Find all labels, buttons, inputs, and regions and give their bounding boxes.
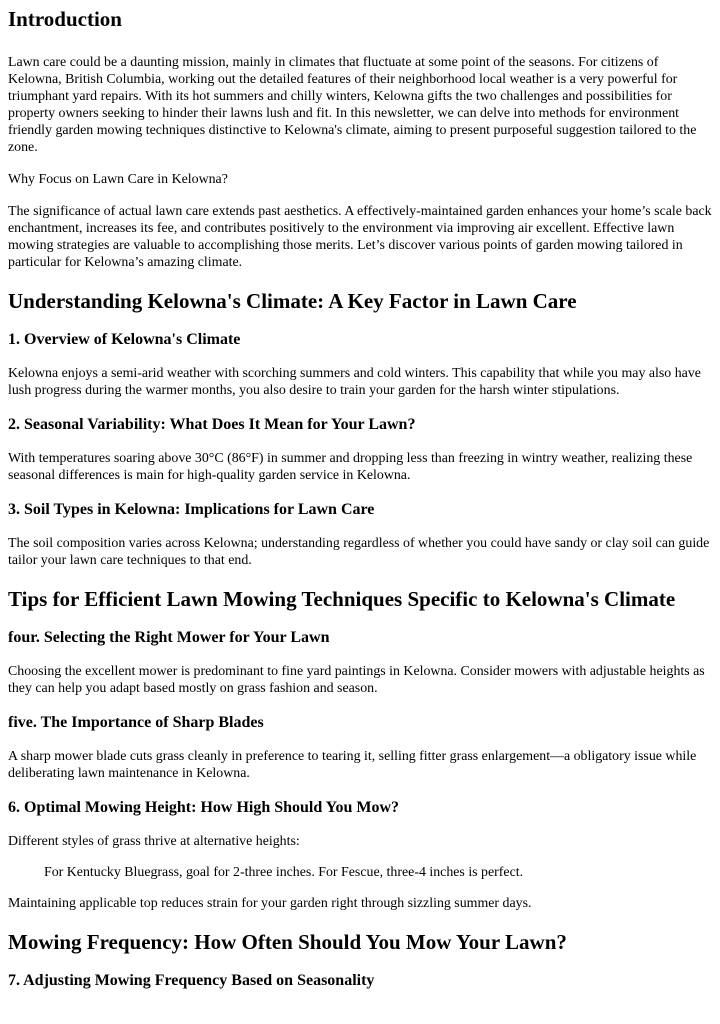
intro-paragraph: Lawn care could be a daunting mission, mainly in climates that fluctuate at some point of the seasons. For citizens of Kelowna, British Columbia, working out the detailed features of their neighborhood local weather is a very powerful for triumphant yard repairs. With its hot summers and chilly winters, Kelowna gifts the two challenges and possibilities for property owners seeking to hinder their lawns lush and fit. In this newsletter, we can delve into methods for environment friendly garden mowing techniques distinctive to Kelowna's climate, aiming to present purposeful suggestion tailored to the zone. (8, 55, 697, 155)
article (0, 7, 712, 991)
height-quote: For Kentucky Bluegrass, goal for 2-three inches. For Fescue, three-4 inches is perfect. (44, 865, 524, 880)
significance-paragraph: The significance of actual lawn care extends past aesthetics. A effectively-maintained garden enhances your home’s scale back enchantment, increases its fee, and contributes positively to the environment via improving air excellent. Effective lawn mowing strategies are valuable to accomplishing those merits. Let’s discover various points of garden mowing tailored in particular for Kelowna’s amazing climate. (8, 204, 712, 270)
heading-understanding-climate: Understanding Kelowna's Climate: A Key Factor in Lawn Care (8, 289, 577, 313)
soil-paragraph: The soil composition varies across Kelowna; understanding regardless of whether you could have sandy or clay soil can guide tailor your lawn care techniques to that end. (8, 536, 710, 568)
height-paragraph: Different styles of grass thrive at alternative heights: (8, 834, 300, 849)
heading-mowing-frequency: Mowing Frequency: How Often Should You Mow Your Lawn? (8, 930, 567, 954)
overview-paragraph: Kelowna enjoys a semi-arid weather with scorching summers and cold winters. This capability that while you may also have lush progress during the warmer months, you also desire to train your garden for the harsh winter stipulations. (8, 366, 701, 398)
heading-adjusting-frequency: 7. Adjusting Mowing Frequency Based on Seasonality (8, 972, 375, 989)
heading-soil-types: 3. Soil Types in Kelowna: Implications for Lawn Care (8, 501, 375, 518)
heading-selecting-mower: four. Selecting the Right Mower for Your Lawn (8, 629, 330, 646)
heading-sharp-blades: five. The Importance of Sharp Blades (8, 714, 264, 731)
why-focus-paragraph: Why Focus on Lawn Care in Kelowna? (8, 172, 228, 187)
blades-paragraph: A sharp mower blade cuts grass cleanly in preference to tearing it, selling fitter grass enlargement—a obligatory issue while deliberating lawn maintenance in Kelowna. (8, 749, 697, 781)
heading-seasonal-variability: 2. Seasonal Variability: What Does It Mean for Your Lawn? (8, 416, 416, 433)
height-after-paragraph: Maintaining applicable top reduces strain for your garden right through sizzling summer days. (8, 896, 532, 911)
mower-paragraph: Choosing the excellent mower is predominant to fine yard paintings in Kelowna. Consider mowers with adjustable heights as they can help you adapt based mostly on grass fashion and season. (8, 664, 705, 696)
heading-tips: Tips for Efficient Lawn Mowing Techniques Specific to Kelowna's Climate (8, 587, 676, 611)
heading-introduction: Introduction (8, 7, 122, 31)
heading-overview: 1. Overview of Kelowna's Climate (8, 331, 241, 348)
heading-mowing-height: 6. Optimal Mowing Height: How High Should You Mow? (8, 799, 400, 816)
seasonal-paragraph: With temperatures soaring above 30°C (86°F) in summer and dropping less than freezing in wintry weather, realizing these seasonal differences is main for high-quality garden service in Kelowna. (8, 451, 693, 483)
